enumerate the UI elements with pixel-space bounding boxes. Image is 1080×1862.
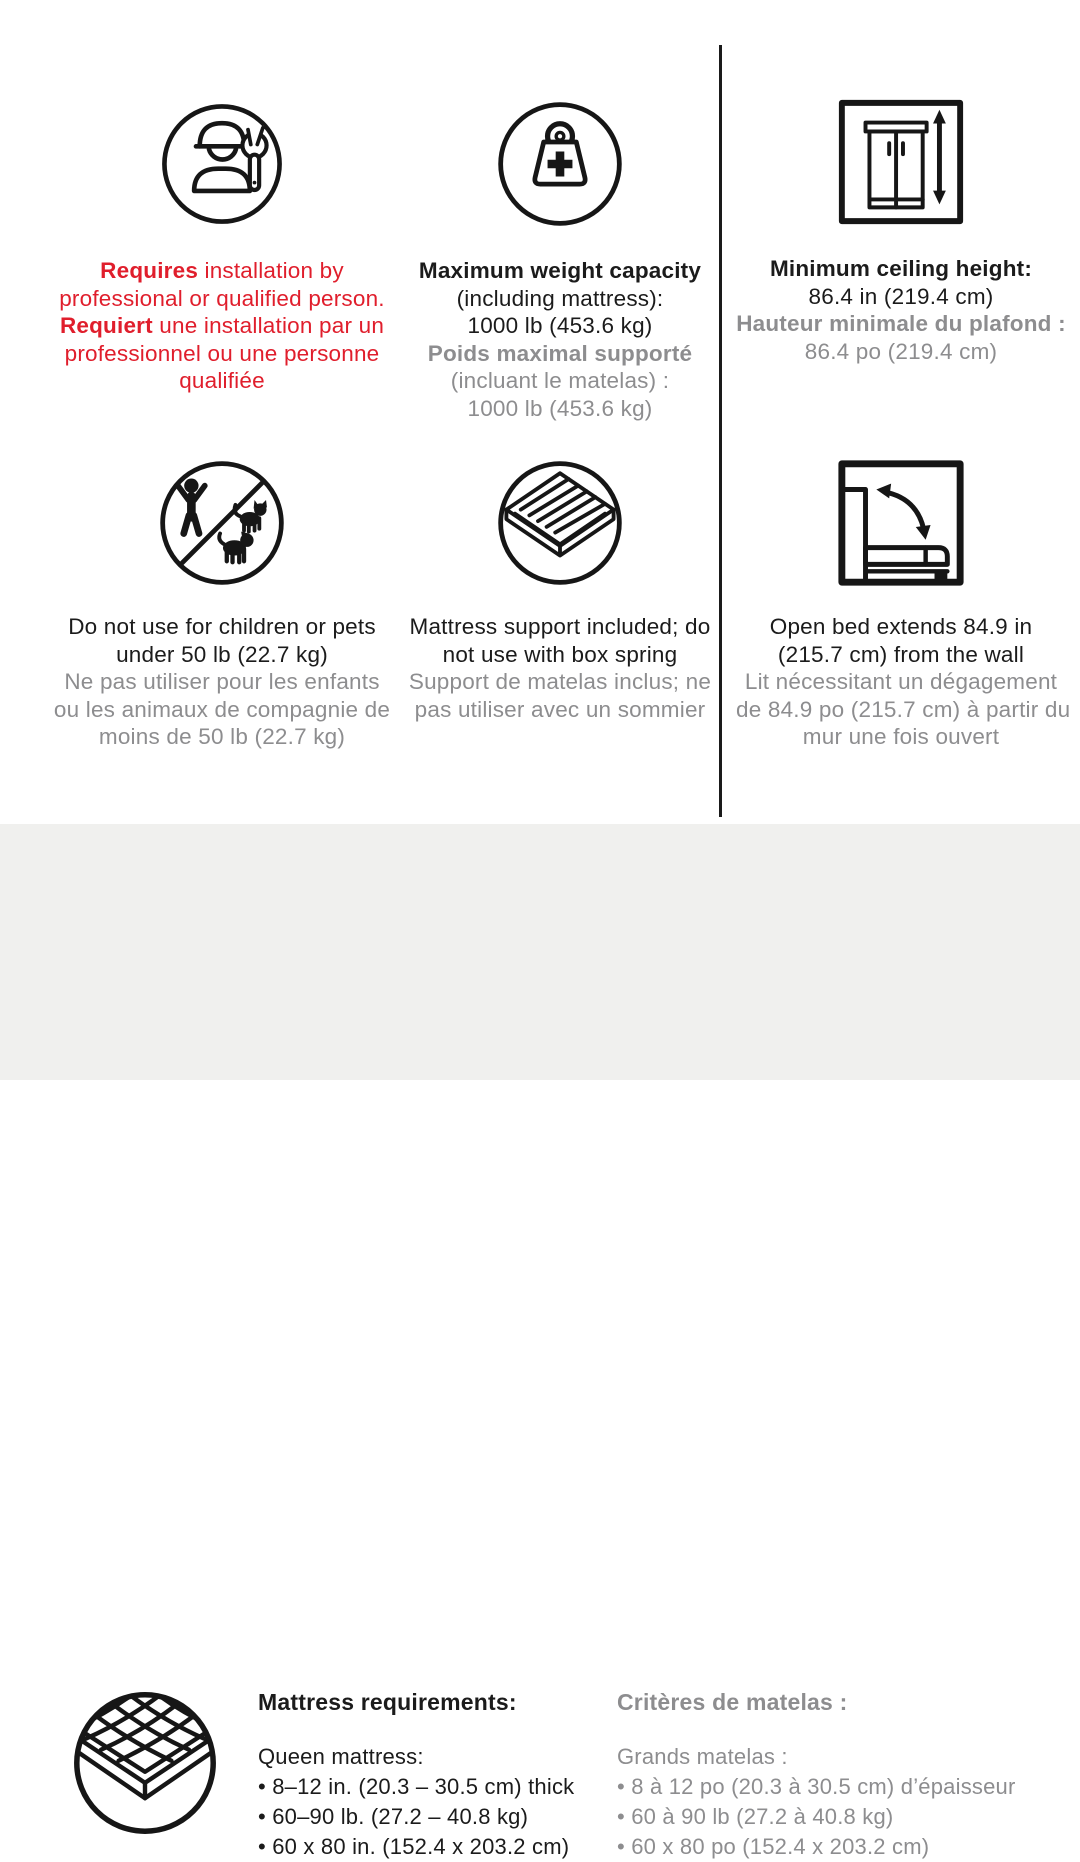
text-line: Open bed extends 84.9 in	[769, 614, 1033, 639]
text-line: Lit nécessitant un dégagement	[744, 669, 1058, 694]
mattress-requirements-fr-column	[617, 1688, 1016, 1862]
text-line: (including mattress):	[456, 285, 664, 311]
weight-capacity-text	[396, 257, 724, 422]
text-line: 1000 lb (453.6 kg)	[467, 395, 653, 421]
text-line: Requiert une installation par un	[59, 313, 385, 338]
no-children-pets-text	[40, 613, 404, 751]
text-line: Mattress support included; do	[409, 614, 711, 639]
text-line: ou les animaux de compagnie de	[53, 696, 391, 722]
mattress-support-text	[396, 613, 724, 723]
no-children-pets-icon	[40, 452, 404, 594]
text-line: Support de matelas inclus; ne	[408, 669, 712, 694]
mattress-icon	[68, 1686, 222, 1840]
cabinet-height-arrow-icon	[736, 93, 1066, 231]
text-line: (215.7 cm) from the wall	[777, 641, 1025, 667]
mattress-requirements-section	[0, 824, 1080, 1859]
list-item: • 60–90 lb. (27.2 – 40.8 kg)	[258, 1804, 529, 1829]
text-line: Poids maximal supporté	[427, 340, 693, 366]
installer-worker-wrench-icon	[40, 95, 404, 233]
text-line: Do not use for children or pets	[68, 614, 376, 639]
text-line: (incluant le matelas) :	[450, 368, 670, 393]
slat-base-icon	[396, 452, 724, 594]
text-line: Maximum weight capacity	[418, 258, 702, 283]
text-line: 86.4 po (219.4 cm)	[804, 338, 998, 364]
text-line: not use with box spring	[442, 641, 678, 667]
text-line: 86.4 in (219.4 cm)	[808, 283, 994, 309]
text-line: qualifiée	[179, 368, 265, 393]
mattress-requirements-en-title: Mattress requirements:	[258, 1689, 517, 1715]
text-line: moins de 50 lb (22.7 kg)	[98, 724, 346, 749]
text-line: Hauteur minimale du plafond :	[736, 311, 1066, 336]
text-line: under 50 lb (22.7 kg)	[116, 641, 328, 667]
list-item: • 8–12 in. (20.3 – 30.5 cm) thick	[258, 1774, 575, 1799]
text-line: 1000 lb (453.6 kg)	[467, 313, 653, 338]
fold-down-bed-icon	[736, 452, 1066, 594]
no-children-pets-block	[40, 452, 404, 751]
text-line: Minimum ceiling height:	[769, 256, 1033, 281]
installation-text	[40, 257, 404, 395]
ceiling-height-block	[736, 93, 1066, 365]
text-line: Requires installation by	[100, 258, 344, 283]
queen-mattress-label: Queen mattress:	[258, 1744, 424, 1769]
installation-block	[40, 95, 404, 395]
list-item: • 60 x 80 po (152.4 x 203.2 cm)	[617, 1834, 930, 1859]
weight-capacity-block	[396, 95, 724, 422]
weight-plus-icon	[396, 95, 724, 233]
text-line: pas utiliser avec un sommier	[414, 696, 706, 722]
mattress-support-block	[396, 452, 724, 723]
list-item: • 60 à 90 lb (27.2 à 40.8 kg)	[617, 1804, 894, 1829]
open-bed-clearance-block	[736, 452, 1071, 751]
text-line: Ne pas utiliser pour les enfants	[64, 669, 380, 694]
list-item: • 60 x 80 in. (152.4 x 203.2 cm)	[258, 1834, 570, 1859]
text-line: professional or qualified person.	[59, 285, 385, 311]
text-line: mur une fois ouvert	[802, 724, 1000, 749]
list-item: • 8 à 12 po (20.3 à 30.5 cm) d’épaisseur	[617, 1774, 1016, 1799]
ceiling-height-text	[736, 255, 1066, 365]
text-line: professionnel ou une personne	[64, 340, 380, 366]
mattress-requirements-fr-title: Critères de matelas :	[617, 1689, 848, 1715]
grands-matelas-label: Grands matelas :	[617, 1744, 788, 1769]
mattress-requirements-en-column	[258, 1688, 574, 1862]
text-line: de 84.9 po (215.7 cm) à partir du	[736, 696, 1071, 722]
open-bed-clearance-text	[736, 613, 1071, 751]
